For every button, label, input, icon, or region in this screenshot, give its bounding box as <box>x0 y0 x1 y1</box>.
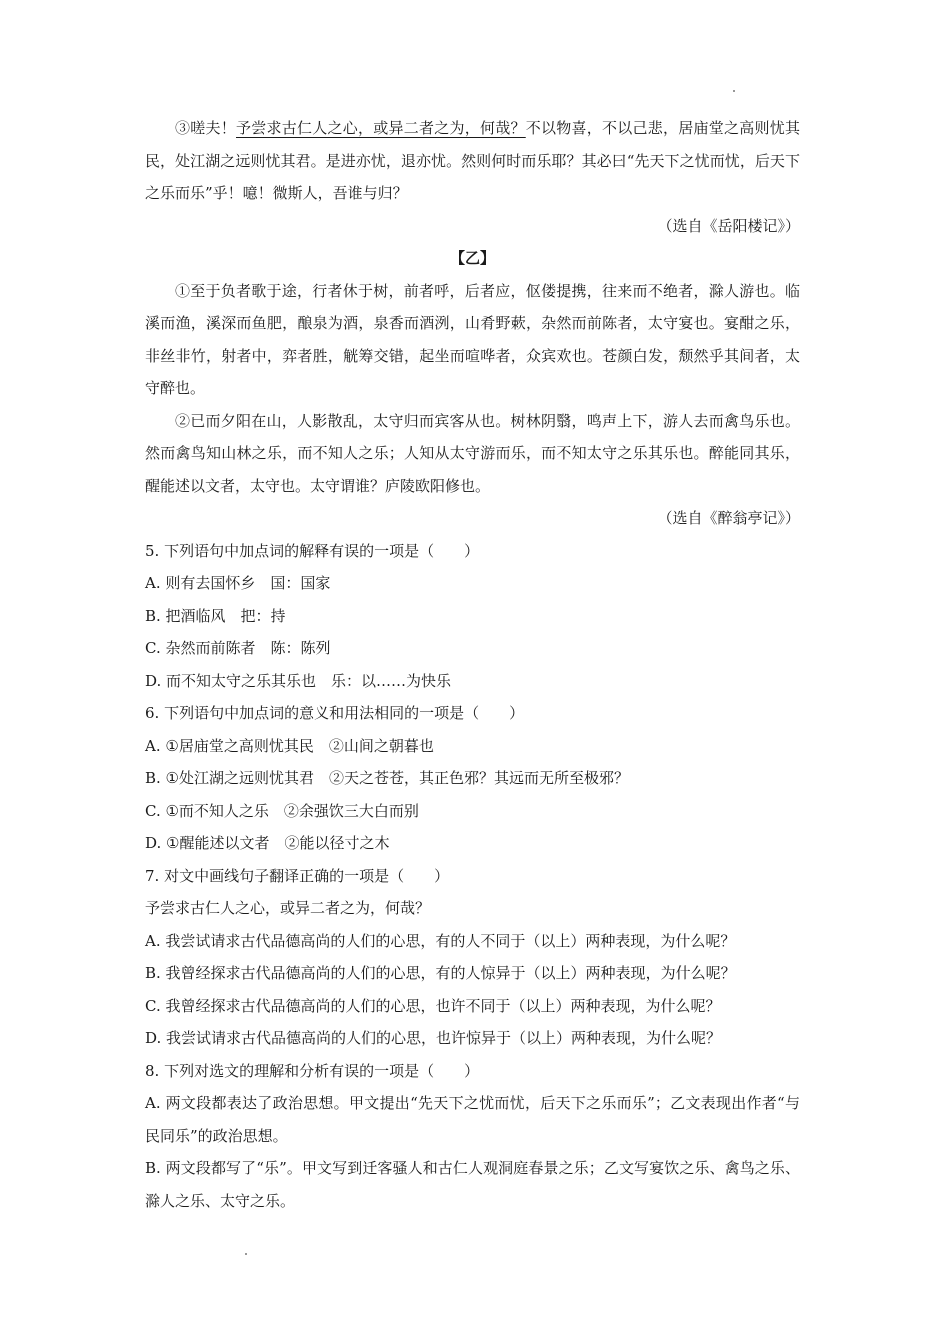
question-6-option-c: C. ①而不知人之乐 ②余强饮三大白而别 <box>145 801 419 820</box>
question-5-option-b: B. 把酒临风 把：持 <box>145 606 286 625</box>
question-5-option-d: D. 而不知太守之乐其乐也 乐：以……为快乐 <box>145 671 452 690</box>
question-6-option-a: A. ①居庙堂之高则忧其民 ②山间之朝暮也 <box>145 736 434 755</box>
question-7-option-b: B. 我曾经探求古代品德高尚的人们的心思，有的人惊异于（以上）两种表现，为什么呢？ <box>145 964 736 982</box>
question-8-option-a: A. 两文段都表达了政治思想。甲文提出“先天下之忧而忧，后天下之乐而乐”；乙文表现出作者“与民同乐”的政治思想。 <box>145 1094 800 1145</box>
scan-dot-bottom <box>245 1253 247 1255</box>
question-7-sentence: 予尝求古仁人之心，或异二者之为，何哉？ <box>145 899 431 917</box>
yi-paragraph-1: ①至于负者歌于途，行者休于树，前者呼，后者应，伛偻提携，往来而不绝者，滁人游也。临溪而渔，溪深而鱼肥，酿泉为酒，泉香而酒洌，山肴野蔌，杂然而前陈者，太守宴也。宴酣之乐，非丝非竹，射者中，弈者胜，觥筹交错，起坐而喧哗者，众宾欢也。苍颜白发，颓然乎其间者，太守醉也。 <box>145 281 800 397</box>
question-8-stem: 8. 下列对选文的理解和分析有误的一项是（ ） <box>145 1061 480 1080</box>
question-7-option-a: A. 我尝试请求古代品德高尚的人们的心思，有的人不同于（以上）两种表现，为什么呢？ <box>145 931 736 950</box>
yi-paragraph-2: ②已而夕阳在山，人影散乱，太守归而宾客从也。树林阴翳，鸣声上下，游人去而禽鸟乐也。然而禽鸟知山林之乐，而不知人之乐；人知从太守游而乐，而不知太守之乐其乐也。醉能同其乐，醒能述以文者，太守也。太守谓谁？庐陵欧阳修也。 <box>145 411 800 495</box>
question-5-option-a: A. 则有去国怀乡 国：国家 <box>145 574 331 592</box>
question-5-option-c: C. 杂然而前陈者 陈：陈列 <box>145 639 331 657</box>
scan-dot-top <box>733 90 735 92</box>
jia-paragraph-3: ③嗟夫！予尝求古仁人之心，或异二者之为，何哉？不以物喜，不以己悲，居庙堂之高则忧其民，处江湖之远则忧其君。是进亦忧，退亦忧。然则何时而乐耶？其必曰“先天下之忧而忧，后天下之乐而乐”乎！噫！微斯人，吾谁与归？ <box>145 119 800 202</box>
question-6-option-b: B. ①处江湖之远则忧其君 ②天之苍苍，其正色邪？其远而无所至极邪？ <box>145 769 630 787</box>
source-zuiwengting: （选自《醉翁亭记》） <box>657 509 800 527</box>
question-7-stem: 7. 对文中画线句子翻译正确的一项是（ ） <box>145 866 450 885</box>
question-8-option-b: B. 两文段都写了“乐”。甲文写到迁客骚人和古仁人观洞庭春景之乐；乙文写宴饮之乐、禽鸟之乐、滁人之乐、太守之乐。 <box>145 1159 800 1210</box>
question-5-stem: 5. 下列语句中加点词的解释有误的一项是（ ） <box>145 541 480 560</box>
question-7-option-d: D. 我尝试请求古代品德高尚的人们的心思，也许惊异于（以上）两种表现，为什么呢？ <box>145 1029 722 1047</box>
document-page <box>145 112 800 1217</box>
section-heading-yi: 【乙】 <box>449 249 495 267</box>
question-7-option-c: C. 我曾经探求古代品德高尚的人们的心思，也许不同于（以上）两种表现，为什么呢？ <box>145 996 721 1015</box>
underlined-sentence: 予尝求古仁人之心，或异二者之为，何哉？ <box>236 119 526 137</box>
question-6-option-d: D. ①醒能述以文者 ②能以径寸之木 <box>145 834 390 852</box>
question-6-stem: 6. 下列语句中加点词的意义和用法相同的一项是（ ） <box>145 704 525 722</box>
source-yueyanglou: （选自《岳阳楼记》） <box>657 216 800 235</box>
